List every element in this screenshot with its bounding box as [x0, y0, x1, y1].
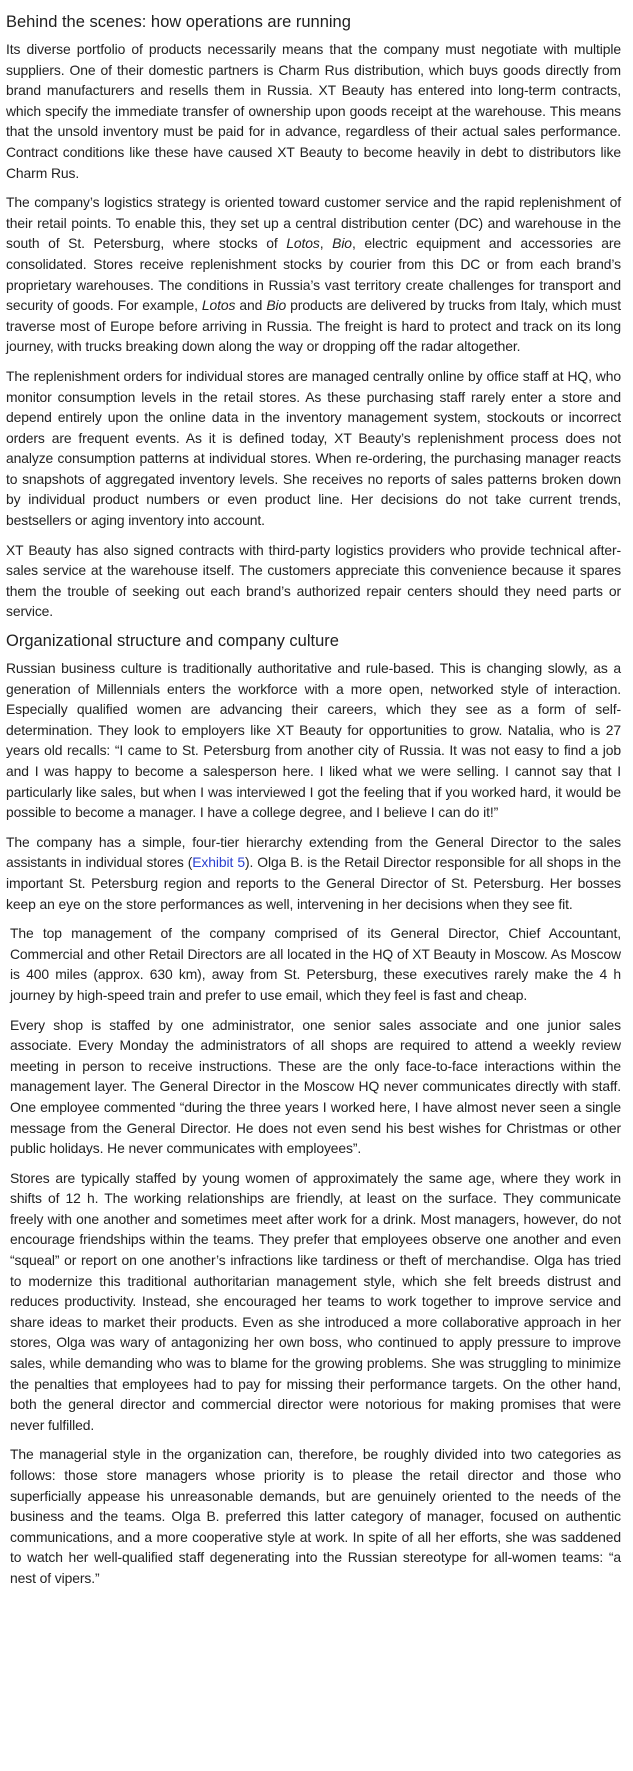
- brand-lotos: Lotos: [201, 297, 236, 314]
- paragraph-shop-staffing: Every shop is staffed by one administrator, one senior sales associate and one junior sales associate. Every Monday the administrators of all shops are required to attend a weekly review meeting in person to receive instructions. These are the only face-to-face interactions within the management layer. The General Director in the Moscow HQ never communicates directly with staff. One employee commented “during the three years I worked here, I have almost never seen a single message from the General Director. He does not even send his best wishes for Christmas or other public holidays. He never communicates with employees”.: [10, 1016, 621, 1157]
- section-heading-organization: Organizational structure and company culture: [6, 632, 339, 651]
- text-segment: products are delivered by trucks from Italy, which must traverse most of Europe before arriving in Russia. The freight is hard to protect and track on its long journey, with trucks breaking down along the way or dropping off the radar altogether.: [6, 297, 621, 355]
- text-segment: The company has a simple, four-tier hierarchy extending from the General Director to the sales assistants in individual stores (: [6, 833, 621, 871]
- paragraph-business-culture: Russian business culture is traditionally authoritative and rule-based. This is changing slowly, as a generation of Millennials enters the workforce with a more open, networked style of interaction. Especially qualified women are advancing their careers, which they see as a form of self-determination. They look to employers like XT Beauty for opportunities to grow. Natalia, who is 27 years old recalls: “I came to St. Petersburg from another city of Russia. It was not easy to find a job and I was happy to become a salesperson here. I liked what we were selling. I cannot say that I particularly like sales, but when I was interviewed I got the feeling that if you worked hard, it would be possible to become a manager. I have a college degree, and I believe I can do it!”: [6, 660, 621, 821]
- text-segment: The company’s logistics strategy is oriented toward customer service and the rapid replenishment of their retail points. To enable this, they set up a central distribution center (DC) and warehouse in the south of St. Petersburg, where stocks of: [6, 194, 621, 252]
- section-heading-operations: Behind the scenes: how operations are running: [6, 13, 351, 31]
- paragraph-suppliers: Its diverse portfolio of products necessarily means that the company must negotiate with multiple suppliers. One of their domestic partners is Charm Rus distribution, which buys goods directly from brand manufacturers and resells them in Russia. XT Beauty has entered into long-term contracts, which specify the immediate transfer of ownership upon goods receipt at the warehouse. This means that the unsold inventory must be paid for in advance, regardless of their actual sales performance. Contract conditions like these have caused XT Beauty to become heavily in debt to distributors like Charm Rus.: [6, 41, 621, 181]
- paragraph-third-party: XT Beauty has also signed contracts with third-party logistics providers who provide technical after-sales service at the warehouse itself. The customers appreciate this convenience because it spares them the trouble of seeking out each brand’s authorized repair centers should they need parts or service.: [6, 541, 621, 620]
- brand-bio: Bio: [266, 297, 287, 314]
- paragraph-store-teams: Stores are typically staffed by young women of approximately the same age, where they work in shifts of 12 h. The working relationships are friendly, at least on the surface. They communicate freely with one another and sometimes meet after work for a drink. Most managers, however, do not encourage friendships within the teams. They prefer that employees observe one another and even “squeal” or report on one another’s infractions like tardiness or theft of merchandise. Olga has tried to modernize this traditional authoritarian management style, which she felt breeds distrust and reduces productivity. Instead, she encouraged her teams to work together to improve service and share ideas to market their products. Even as she introduced a more collaborative approach in her stores, Olga was wary of antagonizing her own boss, who continued to apply pressure to improve sales, while demanding who was to blame for the growing problems. She was struggling to minimize the penalties that employees had to pay for missing their performance targets. On the other hand, both the general director and commercial director were notorious for making promises that were never fulfilled.: [10, 1169, 621, 1433]
- paragraph-managerial-style: The managerial style in the organization can, therefore, be roughly divided into two categories as follows: those store managers whose priority is to please the retail director and those who superficially appease his unreasonable demands, but are genuinely oriented to the needs of the business and the teams. Olga B. preferred this latter category of manager, focused on authentic communications, and a more cooperative style at work. In spite of all her efforts, she was saddened to watch her well-qualified staff degenerating into the Russian stereotype for all-women teams: “a nest of vipers.”: [10, 1446, 621, 1586]
- brand-lotos: Lotos: [286, 235, 320, 252]
- brand-bio: Bio: [332, 235, 352, 252]
- text-segment: , electric equipment and accessories are consolidated. Stores receive replenishment stocks by courier from this DC or from each brand’s proprietary warehouses. The conditions in Russia’s vast territory create challenges for transport and security of goods. For example,: [6, 235, 621, 314]
- text-segment: and: [235, 297, 267, 314]
- paragraph-hierarchy: [6, 832, 621, 914]
- paragraph-replenishment: The replenishment orders for individual stores are managed centrally online by office staff at HQ, who monitor consumption levels in the retail stores. As these purchasing staff rarely enter a store and depend entirely upon the online data in the inventory management system, stockouts or incorrect orders are frequent events. As it is defined today, XT Beauty’s replenishment process does not analyze consumption patterns at individual stores. When re-ordering, the purchasing manager reacts to snapshots of aggregated inventory levels. She receives no reports of sales patterns broken down by individual product numbers or even product line. Her decisions do not take current trends, bestsellers or aging inventory into account.: [6, 367, 621, 529]
- document-page: [6, 12, 621, 1598]
- paragraph-logistics: [6, 192, 621, 357]
- text-segment: ,: [319, 235, 333, 252]
- exhibit-5-link[interactable]: Exhibit 5: [192, 854, 245, 871]
- text-segment: ). Olga B. is the Retail Director responsible for all shops in the important St. Petersburg region and reports to the General Director of St. Petersburg. Her bosses keep an eye on the store performances as well, intervening in her decisions when they see fit.: [6, 854, 621, 912]
- paragraph-top-management: The top management of the company comprised of its General Director, Chief Accountant, Commercial and other Retail Directors are all located in the HQ of XT Beauty in Moscow. As Moscow is 400 miles (approx. 630 km), away from St. Petersburg, these executives rarely make the 4 h journey by high-speed train and prefer to use email, which they feel is fast and cheap.: [10, 925, 621, 1003]
